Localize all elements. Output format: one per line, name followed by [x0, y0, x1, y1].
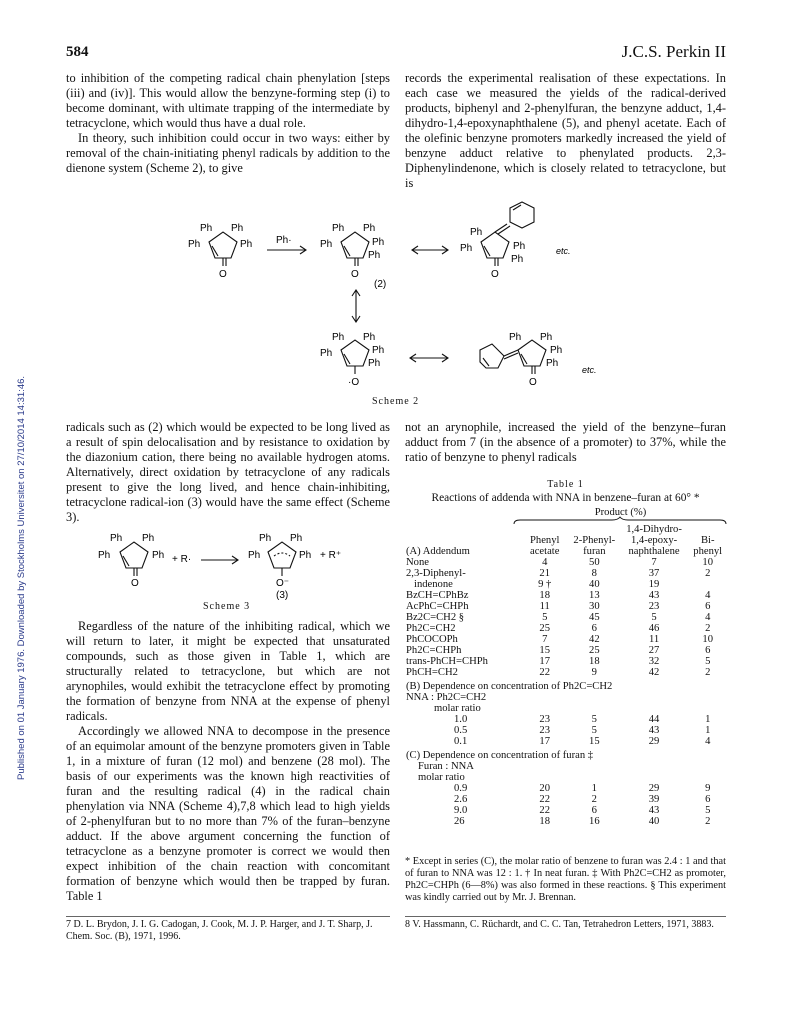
- oxygen-label: O: [219, 269, 227, 280]
- table-cell: 8: [591, 568, 597, 579]
- ph-label: Ph: [511, 254, 524, 265]
- column-header: Phenyl acetate: [530, 535, 560, 557]
- row-label: PhCH=CH2: [406, 667, 458, 678]
- table-cell: 4: [705, 612, 711, 623]
- table-cell: 9 †: [538, 579, 552, 590]
- table-row: [404, 656, 728, 667]
- table-cell: 50: [589, 557, 600, 568]
- table-cell: 2: [705, 816, 711, 827]
- row-label: 0.1: [454, 736, 468, 747]
- scheme-2-label: Scheme 2: [372, 396, 420, 407]
- ph-label: Ph: [240, 239, 253, 250]
- table-row: [404, 557, 728, 568]
- table-cell: 44: [648, 714, 660, 725]
- ph-label: Ph: [290, 533, 303, 544]
- left-column-bottom: [66, 619, 390, 904]
- table-cell: 40: [589, 579, 600, 590]
- table-cell: 11: [648, 634, 660, 645]
- footnote-8: 8 V. Hassmann, C. Rüchardt, and C. C. Tan, Tetrahedron Letters, 1971, 3883.: [405, 916, 726, 931]
- table-cell: 21: [539, 568, 551, 579]
- ph-label: Ph: [550, 345, 563, 356]
- oxygen-label: O: [529, 377, 537, 388]
- ph-label: Ph: [372, 237, 385, 248]
- table-row: [404, 816, 728, 827]
- ph-label: Ph: [142, 533, 155, 544]
- paragraph: In theory, such inhibition could occur in two ways: either by removal of the chain-initiating phenyl radicals by addition to the dienone system (Scheme 2), to give: [66, 131, 390, 175]
- table-cell: 45: [589, 612, 600, 623]
- table-row: [404, 590, 728, 601]
- table-cell: 15: [589, 736, 600, 747]
- row-label: AcPhC=CHPh: [406, 601, 469, 612]
- etc-label: etc.: [556, 246, 571, 256]
- table-cell: 43: [648, 590, 660, 601]
- section-b-unit: molar ratio: [434, 703, 481, 714]
- compound-3-label: (3): [276, 590, 289, 600]
- table-cell: 25: [589, 645, 600, 656]
- table-cell: 7: [651, 557, 657, 568]
- table-cell: 2: [705, 667, 711, 678]
- ph-label: Ph: [332, 332, 345, 343]
- table-row: [404, 645, 728, 656]
- oxygen-label: O: [351, 269, 359, 280]
- ph-label: Ph: [98, 550, 111, 561]
- table-cell: 42: [589, 634, 600, 645]
- table-cell: 17: [539, 656, 551, 667]
- table-cell: 6: [705, 794, 711, 805]
- table-cell: 5: [591, 714, 597, 725]
- table-footnotes: * Except in series (C), the molar ratio of benzene to furan was 2.4 : 1 and that of furan to NNA was 12 : 1. † In neat furan. ‡ With Ph2C=CH2 as promoter, Ph2C=CHPh (6—8%) was also formed in these reactions. § This experiment was kindly carried out by Mr. J. Brennan.: [405, 856, 726, 903]
- table-cell: 15: [539, 645, 551, 656]
- table-cell: 19: [648, 579, 660, 590]
- row-label: Ph2C=CHPh: [406, 645, 462, 656]
- row-label: indenone: [414, 579, 453, 590]
- table-cell: 37: [648, 568, 660, 579]
- right-column-top: [405, 71, 726, 191]
- row-label: 1.0: [454, 714, 468, 725]
- footnote-7: 7 D. L. Brydon, J. I. G. Cadogan, J. Cook, M. J. P. Harger, and J. T. Sharp, J. Chem. Soc. (B), 1971, 1996.: [66, 916, 390, 943]
- section-c-label: (C) Dependence on concentration of furan ‡: [406, 750, 594, 761]
- table-cell: 22: [539, 667, 551, 678]
- cation-product: + R⁺: [320, 550, 342, 561]
- ph-label: Ph: [470, 227, 483, 238]
- row-label: BzCH=CPhBz: [406, 590, 469, 601]
- paragraph: radicals such as (2) which would be expected to be long lived as a result of spin delocalisation and by resistance to oxidation by the diazonium cation, there being no available hydrogen atoms. Alternatively, direct oxidation by tetracyclone of any radicals present to give the long lived, and hence chain-inhibiting, tetracyclone radical-ion (3) would have the same effect (Scheme 3).: [66, 420, 390, 524]
- table-cell: 5: [591, 725, 597, 736]
- table-cell: 27: [648, 645, 660, 656]
- paragraph: to inhibition of the competing radical chain phenylation [steps (iii) and (iv)]. This would allow the benzyne-forming step (i) to become dominant, with ultimate trapping of the intermediate by tetracyclone, which would thus have a dual role.: [66, 71, 390, 130]
- table-cell: 5: [705, 656, 711, 667]
- table-row: [404, 667, 728, 678]
- table-cell: 40: [648, 816, 660, 827]
- ph-label: Ph: [363, 332, 376, 343]
- ph-label: Ph: [248, 550, 261, 561]
- table-cell: 2: [705, 623, 711, 634]
- table-cell: 32: [648, 656, 660, 667]
- row-label: 26: [454, 816, 465, 827]
- ph-label: Ph: [540, 332, 553, 343]
- journal-title: J.C.S. Perkin II: [621, 42, 726, 61]
- download-watermark: [2, 180, 27, 780]
- table-cell: 23: [539, 725, 551, 736]
- paragraph: Regardless of the nature of the inhibiting radical, which we will return to later, it might be expected that unsaturated compounds, such as those given in Table 1, which are structurally related to tetracyclone, but which are not arynophiles, would exhibit the tetracyclone effect by promoting the formation of benzyne from NNA at the expense of phenyl radicals.: [66, 619, 390, 723]
- table-cell: 43: [648, 805, 660, 816]
- ph-label: Ph: [460, 243, 473, 254]
- table-cell: 42: [648, 667, 660, 678]
- table-cell: 5: [542, 612, 548, 623]
- table-cell: 10: [702, 557, 714, 568]
- ph-label: Ph: [332, 223, 345, 234]
- table-cell: 1: [705, 714, 711, 725]
- paragraph: Accordingly we allowed NNA to decompose in the presence of an equimolar amount of the benzyne promoters given in Table 1, in a mixture of furan (12 mol) and benzene (28 mol). The basis of our experiments was the known high reactivities of furan and the resulting radical (4) in the radical chain phenylation via NNA (Scheme 4),7,8 which lead to high yields of 2-phenylfuran but to no more than 7% of the furan–benzyne adduct. If the above argument concerning the function of tetracyclone as a benzyne promoter is correct we would then expect inhibition of the chain reaction with concomitant formation of benzyne which would then be trapped by furan. Table 1: [66, 724, 390, 903]
- table-cell: 4: [542, 557, 548, 568]
- radical-reagent: + R·: [172, 554, 192, 565]
- scheme-3-label: Scheme 3: [203, 601, 251, 612]
- left-column-top: [66, 71, 390, 176]
- ph-label: Ph: [372, 345, 385, 356]
- table-cell: 18: [589, 656, 600, 667]
- ph-label: Ph: [546, 358, 559, 369]
- row-label: 0.9: [454, 783, 468, 794]
- column-header-row: [404, 524, 728, 557]
- download-watermark-text: Published on 01 January 1976. Downloaded by Stockholms Universitet on 27/10/2014 14:31:46.: [16, 375, 27, 780]
- row-label: PhCOCOPh: [406, 634, 458, 645]
- column-header: 2-Phenyl-furan: [573, 535, 616, 557]
- table-cell: 9: [591, 667, 597, 678]
- page-number: 584: [66, 44, 89, 60]
- table-cell: 23: [539, 714, 551, 725]
- ph-label: Ph: [513, 241, 526, 252]
- table-row: [404, 783, 728, 794]
- row-label: 0.5: [454, 725, 468, 736]
- ph-label: Ph: [368, 358, 381, 369]
- table-title: Table 1: [547, 479, 584, 490]
- row-label: None: [406, 557, 429, 568]
- table-cell: 1: [705, 725, 711, 736]
- table-cell: 4: [705, 736, 711, 747]
- paragraph: not an arynophile, increased the yield of the benzyne–furan adduct from 7 (in the absence of a promoter) to 37%, while the ratio of benzyne to phenyl radicals: [405, 420, 726, 464]
- column-header: 1,4-Dihydro-1,4-epoxy-naphthalene: [626, 524, 682, 557]
- table-cell: 17: [539, 736, 551, 747]
- table-row: [404, 601, 728, 612]
- table-cell: 22: [539, 794, 551, 805]
- row-label: 9.0: [454, 805, 468, 816]
- ph-label: Ph: [152, 550, 165, 561]
- right-column-middle: [405, 420, 726, 465]
- table-row: [404, 623, 728, 634]
- data-table: [404, 524, 728, 827]
- table-cell: 4: [705, 590, 711, 601]
- section-c-unit: molar ratio: [418, 772, 465, 783]
- table-cell: 25: [539, 623, 551, 634]
- ph-label: Ph: [110, 533, 123, 544]
- ph-label: Ph: [231, 223, 244, 234]
- table-cell: 11: [539, 601, 550, 612]
- table-cell: 18: [539, 816, 551, 827]
- table-cell: 6: [591, 623, 597, 634]
- table-cell: 23: [648, 601, 660, 612]
- table-cell: [687, 579, 728, 590]
- compound-2-label: (2): [374, 279, 387, 290]
- table-cell: 29: [648, 783, 660, 794]
- section-a-label: (A) Addendum: [406, 546, 470, 557]
- table-cell: 18: [539, 590, 551, 601]
- row-label: trans-PhCH=CHPh: [406, 656, 488, 667]
- ph-label: Ph: [368, 250, 381, 261]
- ph-label: Ph: [363, 223, 376, 234]
- oxygen-anion-label: O⁻: [276, 578, 290, 589]
- paragraph: records the experimental realisation of these expectations. In each case we measured the yields of the radical-derived products, biphenyl and 2-phenylfuran, the benzyne adduct, 1,4-dihydro-1,4-epoxynaphthalene (5), and phenyl acetate. Each of the olefinic benzyne promoters markedly increased the yield of benzyne adduct relative to phenylated products. 2,3-Diphenylindenone, which is closely related to tetracyclone, but is: [405, 71, 726, 190]
- table-cell: 16: [589, 816, 600, 827]
- table-row: [404, 714, 728, 725]
- table-cell: 43: [648, 725, 660, 736]
- left-column-middle: [66, 420, 390, 525]
- table-row: [404, 568, 728, 579]
- ph-label: Ph: [509, 332, 522, 343]
- scheme-3-figure: [90, 528, 380, 600]
- ph-label: Ph: [200, 223, 213, 234]
- table-cell: 6: [705, 601, 711, 612]
- row-label: Bz2C=CH2 §: [406, 612, 465, 623]
- row-label: 2.6: [454, 794, 468, 805]
- ph-label: Ph: [320, 348, 333, 359]
- table-cell: 6: [705, 645, 711, 656]
- product-header: Product (%): [594, 507, 647, 518]
- table-cell: 6: [591, 805, 597, 816]
- table-cell: 1: [591, 783, 597, 794]
- oxygen-label: O: [491, 269, 499, 280]
- table-cell: 20: [539, 783, 551, 794]
- column-header: Bi-phenyl: [693, 535, 723, 557]
- etc-label: etc.: [582, 365, 597, 375]
- table-cell: 46: [648, 623, 660, 634]
- table-cell: 13: [589, 590, 600, 601]
- table-cell: 5: [651, 612, 657, 623]
- table-row: [404, 805, 728, 816]
- section-b-ratio-label: NNA : Ph2C=CH2: [406, 692, 487, 703]
- oxygen-label: O: [131, 578, 139, 589]
- table-cell: 2: [705, 568, 711, 579]
- table-cell: 39: [648, 794, 660, 805]
- table-cell: 9: [705, 783, 711, 794]
- ph-label: Ph: [320, 239, 333, 250]
- table-caption: Reactions of addenda with NNA in benzene–furan at 60° *: [431, 492, 700, 504]
- table-row: [404, 612, 728, 623]
- oxygen-radical-label: ·O: [348, 377, 360, 388]
- section-c-ratio-label: Furan : NNA: [418, 761, 474, 772]
- table-row: [404, 794, 728, 805]
- table-cell: 10: [702, 634, 714, 645]
- table-cell: 5: [705, 805, 711, 816]
- table-row: [404, 725, 728, 736]
- section-b-label: (B) Dependence on concentration of Ph2C=CH2: [406, 681, 613, 692]
- ph-label: Ph: [188, 239, 201, 250]
- table-cell: 2: [591, 794, 597, 805]
- table-row: [404, 579, 728, 590]
- table-row: [404, 634, 728, 645]
- row-label: 2,3-Diphenyl-: [406, 568, 466, 579]
- ph-label: Ph: [299, 550, 312, 561]
- table-cell: 7: [542, 634, 548, 645]
- table-cell: 30: [589, 601, 600, 612]
- ph-label: Ph: [259, 533, 272, 544]
- table-row: [404, 736, 728, 747]
- phenyl-radical-label: Ph·: [276, 235, 292, 246]
- scheme-2-figure: [180, 196, 640, 412]
- row-label: Ph2C=CH2: [406, 623, 456, 634]
- table-cell: 29: [648, 736, 660, 747]
- table-cell: 22: [539, 805, 551, 816]
